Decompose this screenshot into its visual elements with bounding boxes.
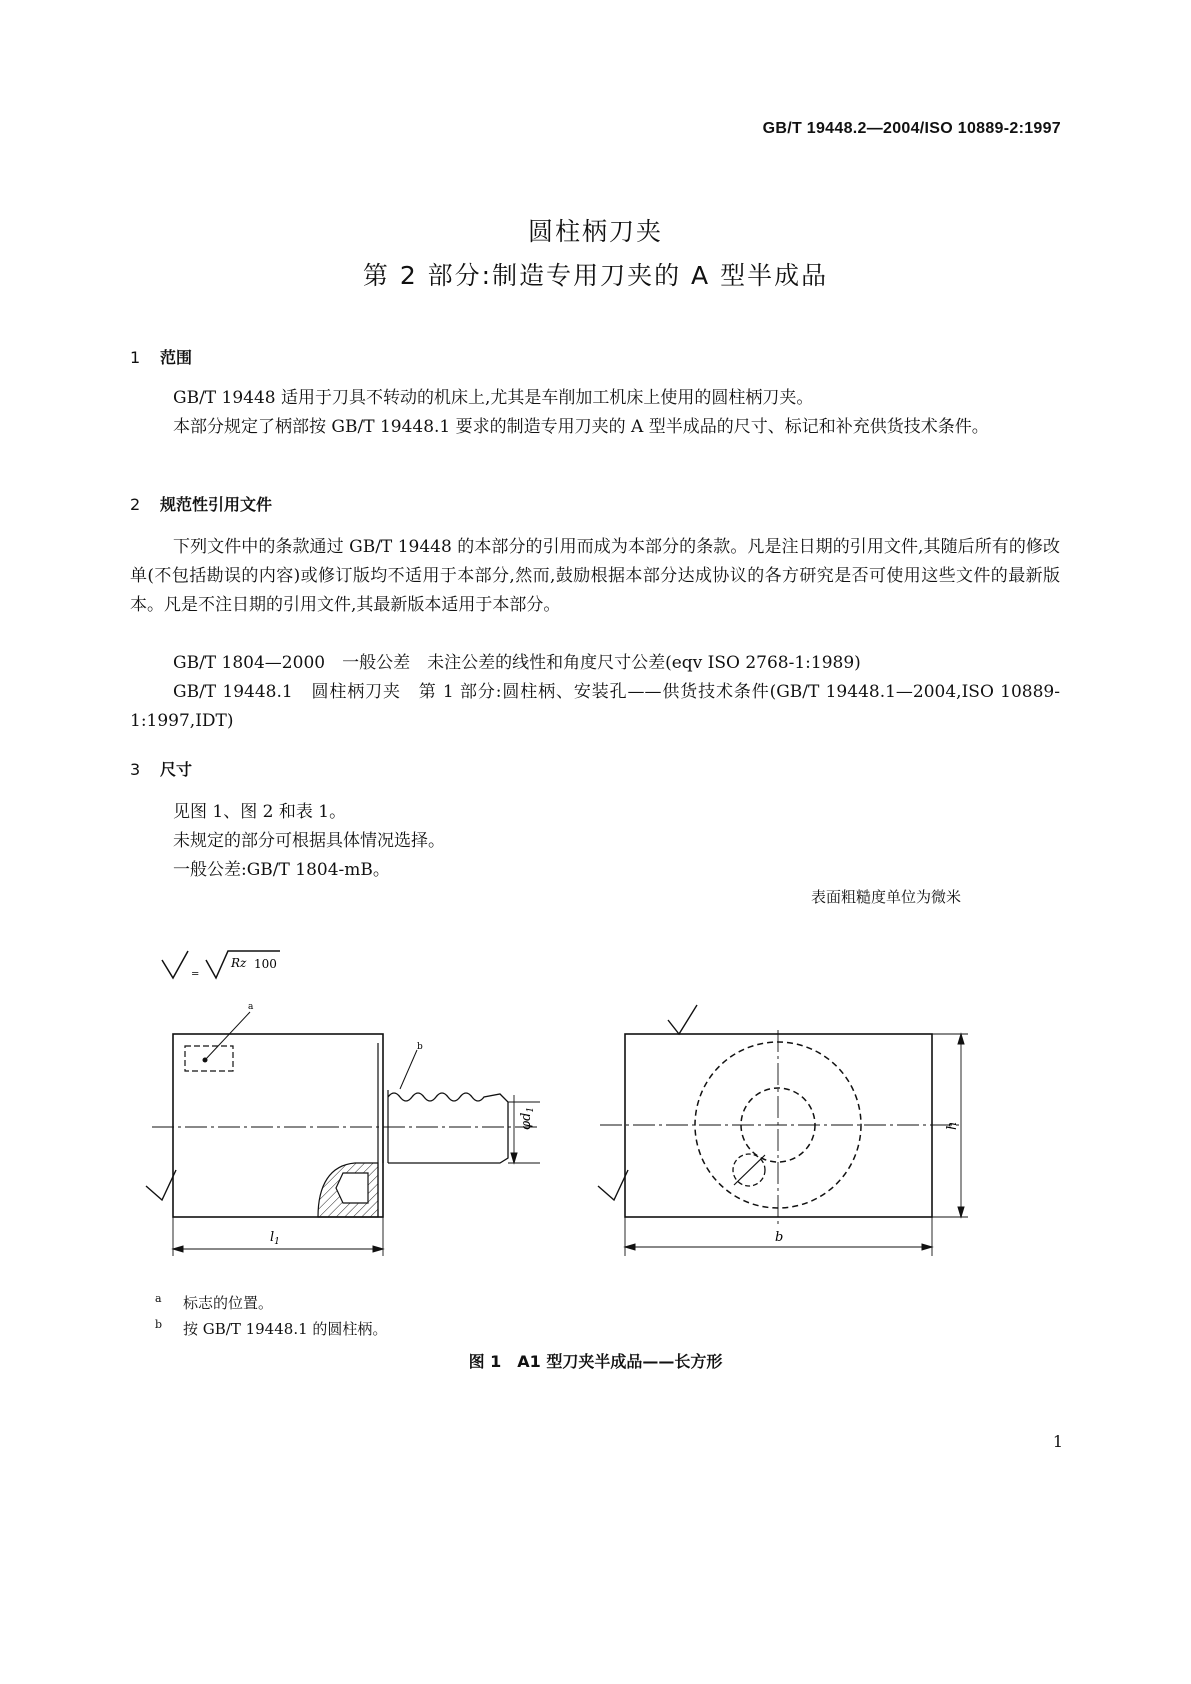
document-subtitle: 第 2 部分:制造专用刀夹的 A 型半成品 (362, 261, 829, 290)
roughness-value: 100 (254, 957, 277, 971)
reference-1: GB/T 1804—2000 一般公差 未注公差的线性和角度尺寸公差(eqv ISO 2768-1:1989) (173, 653, 861, 673)
section-2-heading (130, 492, 272, 515)
document-title: 圆柱柄刀夹 (527, 217, 663, 246)
section-1-paragraph-2: 本部分规定了柄部按 GB/T 19448.1 要求的制造专用刀夹的 A 型半成品的尺寸、标记和补充供货技术条件。 (173, 417, 989, 437)
standard-number: GB/T 19448.2—2004/ISO 10889-2:1997 (762, 120, 1061, 137)
front-view (146, 1012, 540, 1256)
section-3-line-1: 见图 1、图 2 和表 1。 (173, 802, 347, 822)
section-title: 尺寸 (160, 760, 193, 779)
note-key: a (155, 1292, 162, 1305)
dim-b: b (775, 1230, 784, 1245)
figure-note-b (155, 1318, 387, 1339)
section-3-line-3: 一般公差:GB/T 1804-mB。 (173, 860, 390, 880)
leader-label-b: b (417, 1042, 423, 1052)
unit-note: 表面粗糙度单位为微米 (810, 888, 961, 906)
dim-d1: $\varphi d_1$ (519, 1106, 536, 1130)
roughness-equals: = (191, 969, 200, 980)
side-view (598, 1005, 968, 1256)
reference-2: GB/T 19448.1 圆柱柄刀夹 第 1 部分:圆柱柄、安装孔——供货技术条件(GB/T 19448.1—2004,ISO 10889-1:1997,IDT) (130, 682, 1060, 731)
section-number: 1 (130, 348, 141, 367)
section-1-heading (130, 345, 192, 368)
figure-caption: 图 1 A1 型刀夹半成品——长方形 (468, 1352, 723, 1371)
figure-1-drawing (0, 940, 1191, 1280)
figure-note-a (155, 1292, 273, 1313)
section-3-line-2: 未规定的部分可根据具体情况选择。 (173, 831, 445, 851)
section-3-heading (130, 757, 192, 780)
note-key: b (155, 1318, 163, 1331)
section-1-paragraph-1: GB/T 19448 适用于刀具不转动的机床上,尤其是车削加工机床上使用的圆柱柄刀夹。 (173, 388, 814, 408)
page-number: 1 (1052, 1432, 1063, 1451)
dim-h: h (945, 1121, 960, 1130)
dim-l1: $l_1$ (270, 1230, 280, 1247)
section-title: 规范性引用文件 (160, 495, 273, 514)
section-number: 2 (130, 495, 141, 514)
section-title: 范围 (160, 348, 193, 367)
note-text: 标志的位置。 (183, 1294, 274, 1312)
section-2-paragraph-1: 下列文件中的条款通过 GB/T 19448 的本部分的引用而成为本部分的条款。凡是注日期的引用文件,其随后所有的修改单(不包括勘误的内容)或修订版均不适用于本部分,然而,鼓励根据本部分达成协议的各方研究是否可使用这些文件的最新版本。凡是不注日期的引用文件,其最新版本适用于本部分。 (130, 537, 1060, 615)
leader-label-a: a (248, 1002, 254, 1012)
note-text: 按 GB/T 19448.1 的圆柱柄。 (183, 1320, 388, 1338)
roughness-rz-label: Rz (231, 956, 247, 970)
section-number: 3 (130, 760, 141, 779)
